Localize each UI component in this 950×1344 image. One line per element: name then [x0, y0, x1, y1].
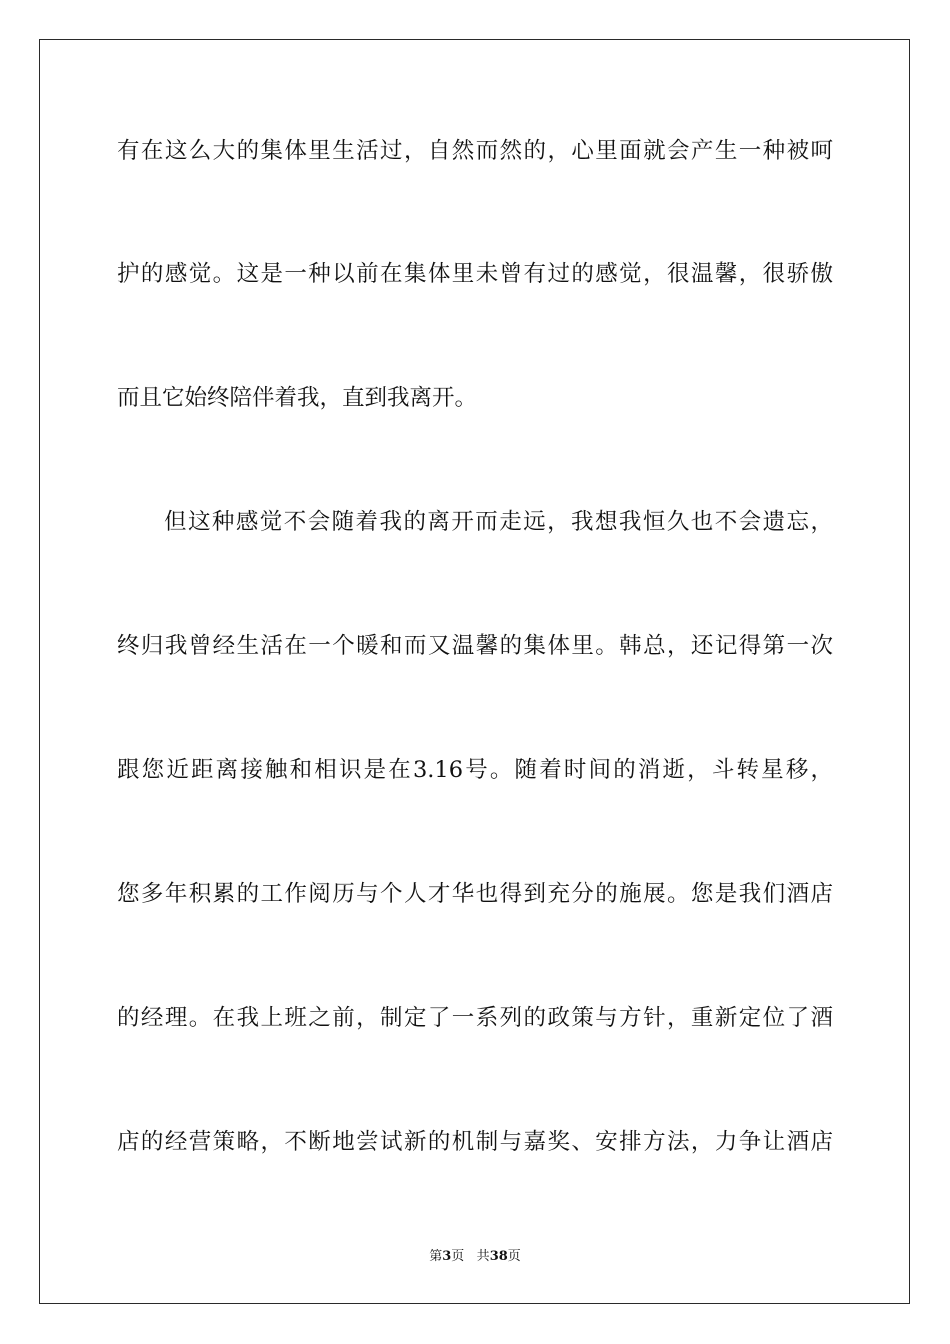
footer-total-pages: 38 [489, 1249, 508, 1264]
footer-page-suffix: 页 [451, 1249, 465, 1264]
body-line-4: 但这种感觉不会随着我的离开而走远，我想我恒久也不会遗忘， [164, 509, 833, 535]
page-footer [0, 1248, 950, 1266]
body-line-5: 终归我曾经生活在一个暖和而又温馨的集体里。韩总，还记得第一次 [117, 633, 833, 659]
body-line-8: 的经理。在我上班之前，制定了一系列的政策与方针，重新定位了酒 [117, 1005, 833, 1031]
page-border [39, 39, 910, 1304]
body-line-7: 您多年积累的工作阅历与个人才华也得到充分的施展。您是我们酒店 [117, 881, 833, 907]
footer-total-prefix: 共 [476, 1249, 490, 1264]
footer-total-suffix: 页 [507, 1249, 521, 1264]
body-line-9: 店的经营策略，不断地尝试新的机制与嘉奖、安排方法，力争让酒店 [117, 1129, 833, 1155]
footer-page-prefix: 第 [429, 1249, 443, 1264]
body-line-1: 有在这么大的集体里生活过，自然而然的，心里面就会产生一种被呵 [117, 138, 833, 164]
body-line-6: 跟您近距离接触和相识是在3.16号。随着时间的消逝，斗转星移， [117, 757, 833, 783]
footer-page-number: 3 [442, 1249, 452, 1264]
body-line-3: 而且它始终陪伴着我，直到我离开。 [117, 385, 478, 411]
body-line-2: 护的感觉。这是一种以前在集体里未曾有过的感觉，很温馨，很骄傲 [117, 261, 833, 287]
